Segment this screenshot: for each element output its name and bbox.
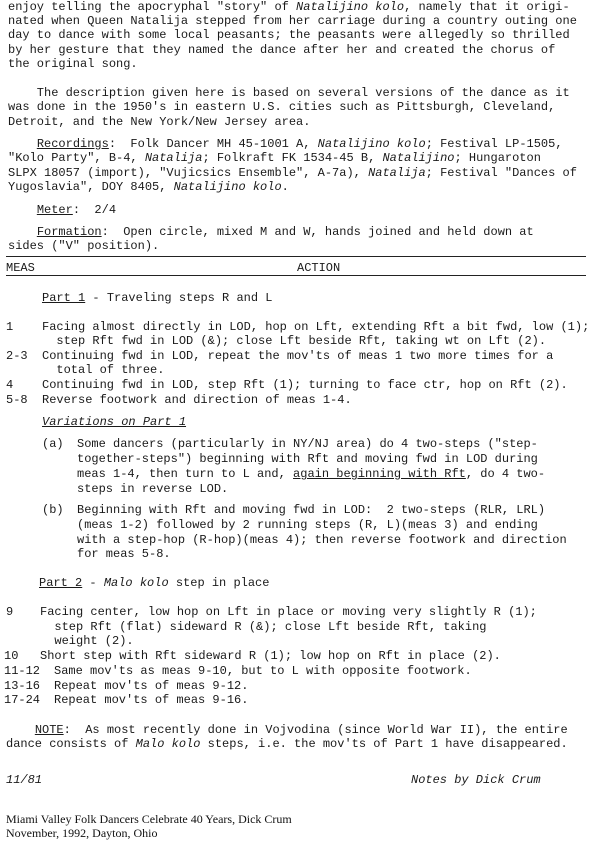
intro-line-3: day to dance with some local peasants; the peasants were allegedly so thrilled [8,28,570,42]
formation-line-1: Formation: Open circle, mixed M and W, hands joined and held down at [36,225,534,239]
part1-row-1-meas: 1 [6,320,14,334]
part2-row-1-line-1: Facing center, low hop on Lft in place or moving very slightly R (1); [40,605,537,619]
part2-row-4-line-1: Repeat mov'ts of meas 9-12. [54,679,249,693]
part2-row-5-line-1: Repeat mov'ts of meas 9-16. [54,693,249,707]
recordings-line-4: Yugoslavia", DOY 8405, Natalijino kolo. [8,180,289,194]
credit-line-2: November, 1992, Dayton, Ohio [6,826,158,840]
part2-row-3-line-1: Same mov'ts as meas 9-10, but to L with opposite footwork. [54,664,472,678]
formation-line-2: sides ("V" position). [8,239,160,253]
description-line-3: Detroit, and the New York/New Jersey area. [8,115,311,129]
part2-title: Part 2 - Malo kolo step in place [39,576,270,590]
part2-row-3-meas: 11-12 [4,664,41,678]
notes-by: Notes by Dick Crum [411,773,541,787]
part1-row-4-line-1: Reverse footwork and direction of meas 1-4. [42,393,352,407]
recordings-line-2: "Kolo Party", B-4, Natalija; Folkraft FK 1534-45 B, Natalijino; Hungaroton [8,151,541,165]
part1-row-1-line-2: step Rft fwd in LOD (&); close Lft beside Rft, taking wt on Lft (2). [42,334,547,348]
intro-line-1: enjoy telling the apocryphal "story" of Natalijino kolo, namely that it origi- [8,0,570,14]
meter-label: Meter [36,203,73,217]
variation-a-line-4: steps in reverse LOD. [77,482,229,496]
intro-line-2: nated when Queen Natalija stepped from her carriage during a country outing one [8,14,577,28]
variation-a-label: (a) [42,437,64,451]
description-line-1: The description given here is based on several versions of the dance as it [8,86,570,100]
variation-a-line-3: meas 1-4, then turn to L and, again beginning with Rft, do 4 two- [77,467,546,481]
intro-line-5: the original song. [8,57,138,71]
variation-a-line-2: together-steps") beginning with Rft and moving fwd in LOD during [77,452,538,466]
part1-row-4-meas: 5-8 [6,393,28,407]
part2-row-2-line-1: Short step with Rft sideward R (1); low hop on Rft in place (2). [40,649,501,663]
part2-row-4-meas: 13-16 [4,679,41,693]
intro-line-4: by her gesture that they named the dance after her and created the chorus of [8,43,556,57]
part2-row-5-meas: 17-24 [4,693,41,707]
recordings-label: Recordings [36,137,109,151]
part1-row-2-line-1: Continuing fwd in LOD, repeat the mov'ts of meas 1 two more times for a [42,349,554,363]
part2-row-1-meas: 9 [6,605,14,619]
variation-b-line-1: Beginning with Rft and moving fwd in LOD: 2 two-steps (RLR, LRL) [77,503,546,517]
part1-row-3-line-1: Continuing fwd in LOD, step Rft (1); turning to face ctr, hop on Rft (2). [42,378,568,392]
variation-b-line-2: (meas 1-2) followed by 2 running steps (R, L)(meas 3) and ending [77,518,538,532]
credit-line-1: Miami Valley Folk Dancers Celebrate 40 Years, Dick Crum [6,812,292,826]
header-meas: MEAS [6,261,35,275]
note-line-1: NOTE: As most recently done in Vojvodina (since World War II), the entire [34,723,568,737]
part1-row-3-meas: 4 [6,378,14,392]
part1-row-2-line-2: total of three. [42,363,165,377]
meter-line: Meter: 2/4 [36,203,117,217]
variations-title: Variations on Part 1 [42,415,187,429]
note-label: NOTE [34,723,64,737]
header-rule-bottom [6,275,586,276]
part1-row-2-meas: 2-3 [6,349,28,363]
variation-b-line-3: with a step-hop (R-hop)(meas 4); then reverse footwork and direction [77,533,567,547]
variation-b-line-4: for meas 5-8. [77,547,171,561]
part2-row-1-line-3: weight (2). [40,634,134,648]
part2-row-1-line-2: step Rft (flat) sideward R (&); close Lft beside Rft, taking [40,620,487,634]
part1-row-1-line-1: Facing almost directly in LOD, hop on Lft, extending Rft a bit fwd, low (1); [42,320,590,334]
variation-a-line-1: Some dancers (particularly in NY/NJ area) do 4 two-steps ("step- [77,437,538,451]
page-date: 11/81 [6,773,43,787]
description-line-2: was done in the 1950's in eastern U.S. cities such as Pittsburgh, Cleveland, [8,100,556,114]
recordings-line-3: SLPX 18057 (import), "Vujicsics Ensemble", A-7a), Natalija; Festival "Dances of [8,166,577,180]
header-rule-top [6,256,586,257]
variation-b-label: (b) [42,503,64,517]
recordings-line-1: Recordings: Folk Dancer MH 45-1001 A, Natalijino kolo; Festival LP-1505, [36,137,563,151]
header-action: ACTION [297,261,341,275]
part1-title: Part 1 - Traveling steps R and L [42,291,273,305]
part2-row-2-meas: 10 [4,649,19,663]
formation-label: Formation [36,225,102,239]
note-line-2: dance consists of Malo kolo steps, i.e. the mov'ts of Part 1 have disappeared. [6,737,568,751]
